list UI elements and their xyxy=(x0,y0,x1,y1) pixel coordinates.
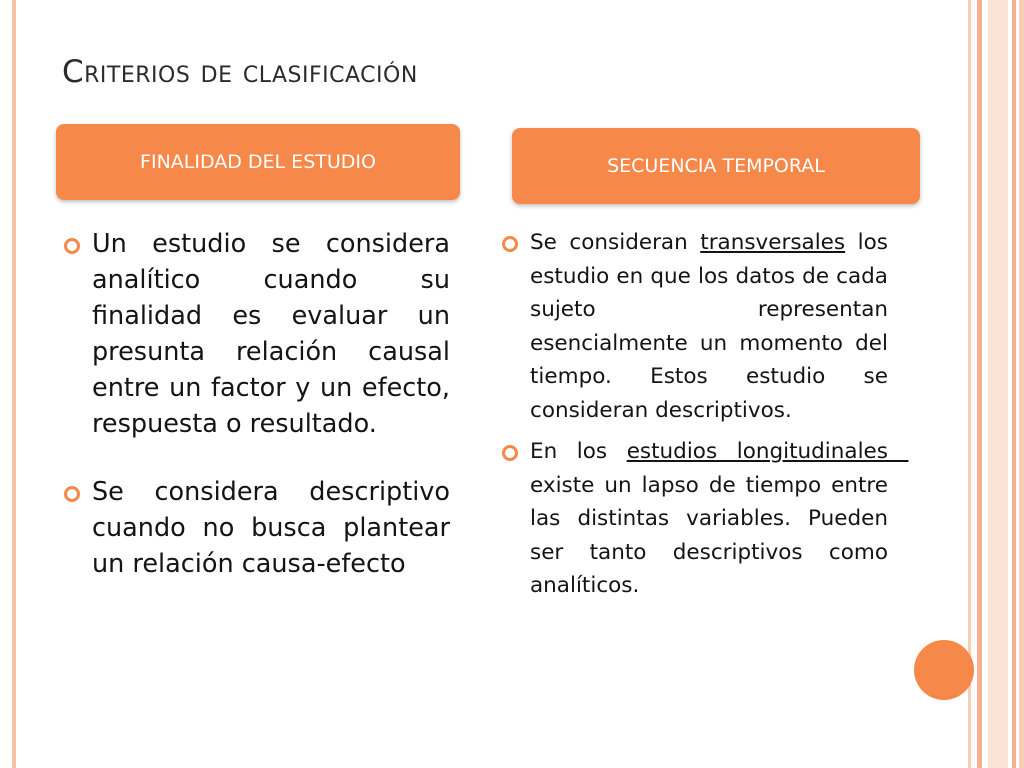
header-secuencia xyxy=(512,128,920,204)
left-decorative-rule xyxy=(12,0,16,768)
term-longitudinales: estudios longitudinales xyxy=(626,439,909,464)
header-secuencia-label: SECUENCIA TEMPORAL xyxy=(607,155,825,177)
right-bullet-text-prefix: En los xyxy=(530,439,627,464)
header-finalidad xyxy=(56,124,460,200)
left-bullet-text: Se considera descriptivo cuando no busca plantear un relación causa-efecto xyxy=(92,477,450,579)
right-bullet-text-prefix: Se consideran xyxy=(530,230,701,255)
term-transversales: transversales xyxy=(700,230,846,255)
left-bullet-analitico xyxy=(62,226,450,442)
left-column xyxy=(62,226,450,614)
decorative-orange-circle xyxy=(914,640,974,700)
header-finalidad-label: FINALIDAD DEL ESTUDIO xyxy=(140,151,376,173)
right-bullet-text-suffix: los estudio en que los datos de cada sujeto representan esencialmente un momento del tiempo. Estos estudio se consideran descriptivos. xyxy=(530,230,888,423)
right-decorative-stripes xyxy=(968,0,1024,768)
right-bullet-longitudinales xyxy=(500,435,909,603)
right-column xyxy=(500,226,909,611)
left-bullet-text: Un estudio se considera analítico cuando su finalidad es evaluar un presunta relación causal entre un factor y un efecto, respuesta o resultado. xyxy=(92,229,450,439)
slide-title: Criterios de clasificación xyxy=(62,54,418,90)
bullet-circle-icon xyxy=(64,238,80,254)
bullet-circle-icon xyxy=(64,486,80,502)
right-bullet-text-suffix: existe un lapso de tiempo entre las distintas variables. Pueden ser tanto descriptivos como analíticos. xyxy=(530,472,888,598)
right-bullet-transversales xyxy=(500,226,888,427)
left-bullet-descriptivo xyxy=(62,474,450,582)
bullet-circle-icon xyxy=(502,445,518,461)
bullet-circle-icon xyxy=(502,236,518,252)
